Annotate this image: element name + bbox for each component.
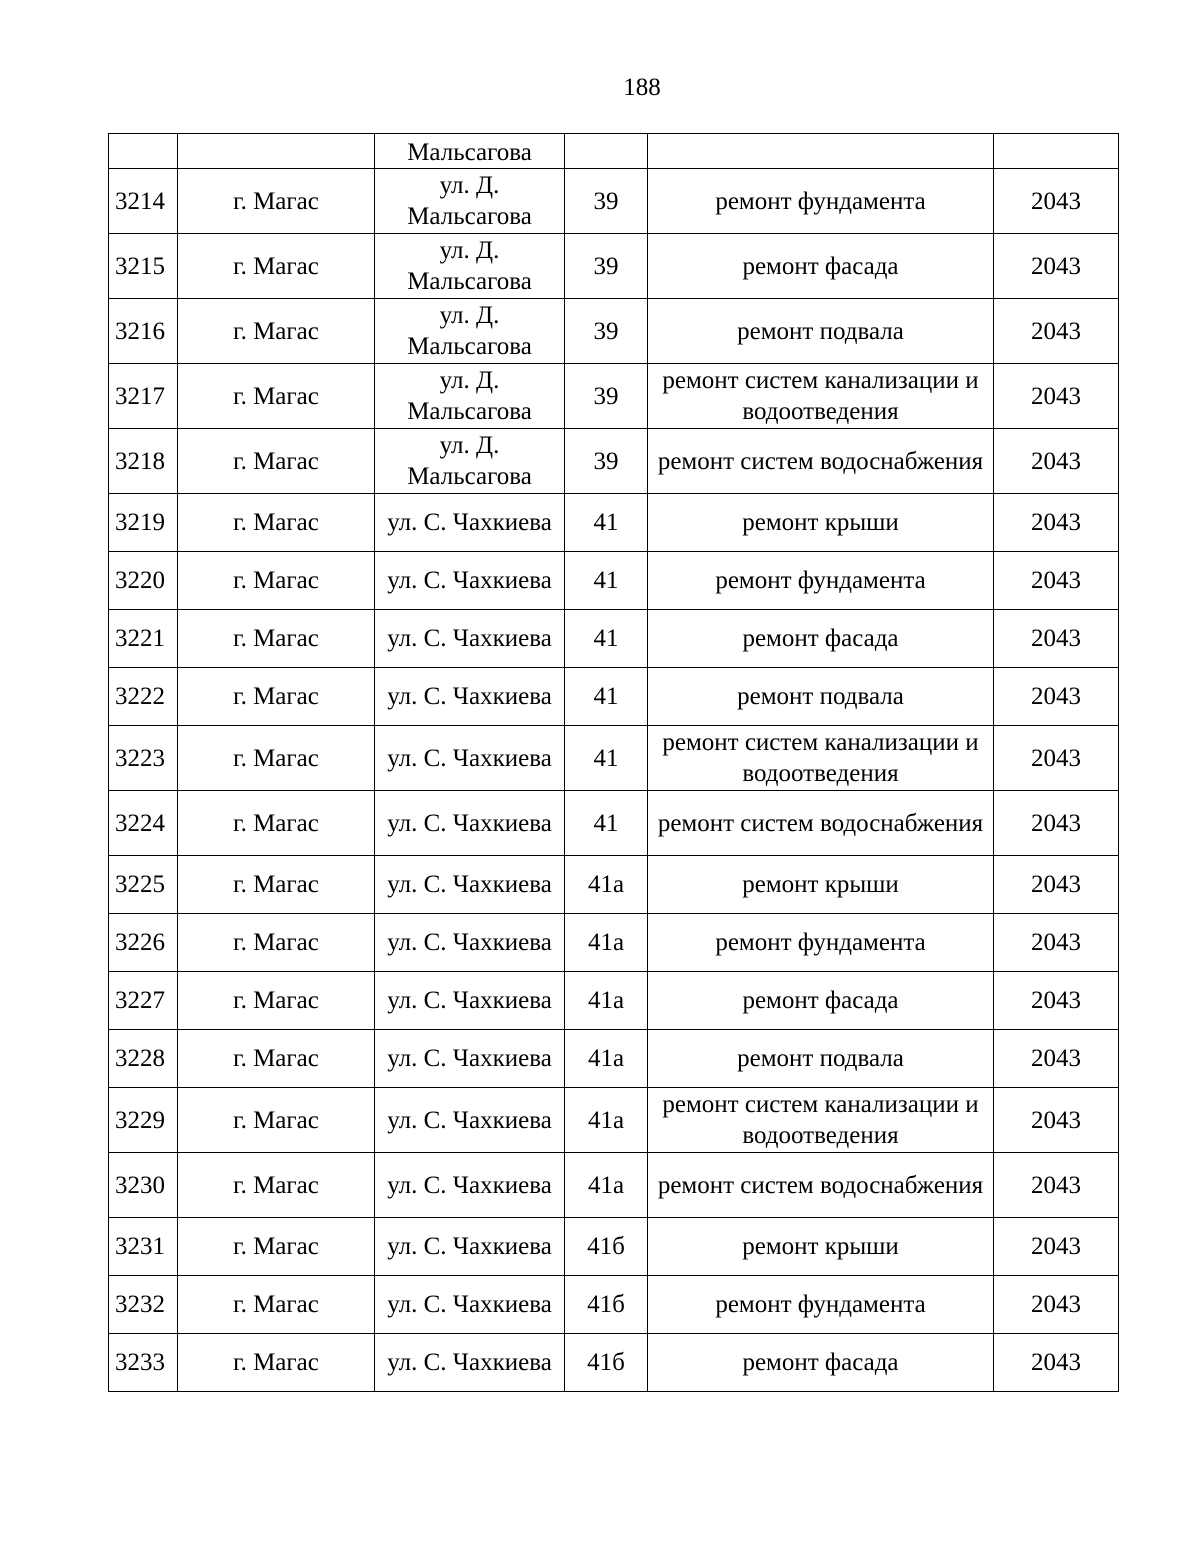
cell-work-type: ремонт фундамента — [648, 1276, 994, 1334]
cell-house: 39 — [565, 299, 648, 364]
table-row — [109, 1276, 1119, 1334]
cell-work-type: ремонт систем канализации и водоотведения — [648, 726, 994, 791]
cell-number — [109, 134, 178, 169]
cell-house: 41а — [565, 856, 648, 914]
table-row — [109, 429, 1119, 494]
cell-street: ул. С. Чахкиева — [375, 726, 565, 791]
cell-house: 39 — [565, 429, 648, 494]
cell-city: г. Магас — [178, 856, 375, 914]
cell-house — [565, 134, 648, 169]
cell-house: 39 — [565, 364, 648, 429]
cell-street: ул. Д. Мальсагова — [375, 364, 565, 429]
cell-number: 3221 — [109, 610, 178, 668]
cell-number: 3214 — [109, 169, 178, 234]
cell-number: 3218 — [109, 429, 178, 494]
cell-city: г. Магас — [178, 234, 375, 299]
cell-work-type — [648, 134, 994, 169]
cell-year: 2043 — [994, 610, 1119, 668]
cell-city: г. Магас — [178, 726, 375, 791]
cell-year: 2043 — [994, 169, 1119, 234]
cell-number: 3227 — [109, 972, 178, 1030]
cell-work-type: ремонт фасада — [648, 972, 994, 1030]
table-row — [109, 610, 1119, 668]
cell-house: 39 — [565, 234, 648, 299]
cell-work-type: ремонт систем водоснабжения — [648, 791, 994, 856]
cell-year: 2043 — [994, 1153, 1119, 1218]
cell-work-type: ремонт подвала — [648, 299, 994, 364]
cell-house: 41а — [565, 972, 648, 1030]
cell-house: 41а — [565, 1153, 648, 1218]
table-row — [109, 1334, 1119, 1392]
cell-number: 3231 — [109, 1218, 178, 1276]
cell-street: ул. Д. Мальсагова — [375, 234, 565, 299]
cell-year — [994, 134, 1119, 169]
table-row — [109, 856, 1119, 914]
cell-city: г. Магас — [178, 1153, 375, 1218]
cell-street: ул. С. Чахкиева — [375, 1153, 565, 1218]
cell-house: 41а — [565, 1030, 648, 1088]
cell-year: 2043 — [994, 1334, 1119, 1392]
cell-house: 41б — [565, 1334, 648, 1392]
cell-street: ул. С. Чахкиева — [375, 1276, 565, 1334]
cell-year: 2043 — [994, 299, 1119, 364]
cell-city: г. Магас — [178, 429, 375, 494]
cell-year: 2043 — [994, 552, 1119, 610]
cell-number: 3224 — [109, 791, 178, 856]
cell-street: Мальсагова — [375, 134, 565, 169]
cell-city: г. Магас — [178, 364, 375, 429]
cell-number: 3223 — [109, 726, 178, 791]
page-number: 188 — [623, 74, 661, 101]
cell-street: ул. С. Чахкиева — [375, 494, 565, 552]
cell-work-type: ремонт подвала — [648, 668, 994, 726]
cell-house: 41 — [565, 610, 648, 668]
cell-number: 3216 — [109, 299, 178, 364]
table-row — [109, 494, 1119, 552]
cell-number: 3222 — [109, 668, 178, 726]
cell-house: 41 — [565, 791, 648, 856]
cell-number: 3232 — [109, 1276, 178, 1334]
cell-year: 2043 — [994, 914, 1119, 972]
cell-city: г. Магас — [178, 1334, 375, 1392]
cell-year: 2043 — [994, 429, 1119, 494]
cell-year: 2043 — [994, 1088, 1119, 1153]
cell-city: г. Магас — [178, 914, 375, 972]
cell-city: г. Магас — [178, 1088, 375, 1153]
cell-street: ул. Д. Мальсагова — [375, 299, 565, 364]
cell-work-type: ремонт систем водоснабжения — [648, 429, 994, 494]
cell-number: 3217 — [109, 364, 178, 429]
cell-street: ул. С. Чахкиева — [375, 856, 565, 914]
cell-number: 3233 — [109, 1334, 178, 1392]
cell-house: 41а — [565, 914, 648, 972]
cell-city: г. Магас — [178, 1030, 375, 1088]
table-row — [109, 364, 1119, 429]
cell-street: ул. С. Чахкиева — [375, 668, 565, 726]
cell-work-type: ремонт фундамента — [648, 552, 994, 610]
table-row — [109, 1153, 1119, 1218]
cell-street: ул. Д. Мальсагова — [375, 429, 565, 494]
cell-work-type: ремонт крыши — [648, 1218, 994, 1276]
table-row — [109, 299, 1119, 364]
cell-year: 2043 — [994, 972, 1119, 1030]
cell-number: 3229 — [109, 1088, 178, 1153]
table-row — [109, 234, 1119, 299]
cell-year: 2043 — [994, 668, 1119, 726]
cell-city: г. Магас — [178, 169, 375, 234]
cell-city: г. Магас — [178, 1276, 375, 1334]
cell-year: 2043 — [994, 1218, 1119, 1276]
cell-number: 3220 — [109, 552, 178, 610]
cell-street: ул. С. Чахкиева — [375, 1218, 565, 1276]
cell-street: ул. С. Чахкиева — [375, 1088, 565, 1153]
cell-work-type: ремонт подвала — [648, 1030, 994, 1088]
cell-number: 3219 — [109, 494, 178, 552]
table-row — [109, 1218, 1119, 1276]
cell-city: г. Магас — [178, 791, 375, 856]
cell-city: г. Магас — [178, 610, 375, 668]
cell-number: 3225 — [109, 856, 178, 914]
cell-city: г. Магас — [178, 494, 375, 552]
cell-city: г. Магас — [178, 972, 375, 1030]
cell-number: 3215 — [109, 234, 178, 299]
cell-number: 3226 — [109, 914, 178, 972]
cell-street: ул. С. Чахкиева — [375, 972, 565, 1030]
cell-year: 2043 — [994, 1276, 1119, 1334]
cell-city: г. Магас — [178, 552, 375, 610]
table-body — [109, 134, 1119, 1392]
table-row — [109, 914, 1119, 972]
repair-schedule-table — [108, 133, 1119, 1392]
table-row — [109, 1030, 1119, 1088]
cell-city: г. Магас — [178, 668, 375, 726]
cell-city — [178, 134, 375, 169]
cell-house: 41б — [565, 1218, 648, 1276]
cell-year: 2043 — [994, 234, 1119, 299]
table-row — [109, 726, 1119, 791]
cell-street: ул. С. Чахкиева — [375, 552, 565, 610]
cell-street: ул. С. Чахкиева — [375, 610, 565, 668]
cell-work-type: ремонт систем канализации и водоотведения — [648, 364, 994, 429]
cell-house: 41а — [565, 1088, 648, 1153]
table-row — [109, 552, 1119, 610]
cell-work-type: ремонт фасада — [648, 610, 994, 668]
continuation-row — [109, 134, 1119, 169]
cell-street: ул. Д. Мальсагова — [375, 169, 565, 234]
cell-work-type: ремонт крыши — [648, 856, 994, 914]
cell-street: ул. С. Чахкиева — [375, 1334, 565, 1392]
table-row — [109, 169, 1119, 234]
cell-work-type: ремонт систем водоснабжения — [648, 1153, 994, 1218]
cell-year: 2043 — [994, 1030, 1119, 1088]
cell-city: г. Магас — [178, 1218, 375, 1276]
table-row — [109, 1088, 1119, 1153]
cell-house: 41 — [565, 668, 648, 726]
cell-number: 3230 — [109, 1153, 178, 1218]
cell-year: 2043 — [994, 791, 1119, 856]
cell-work-type: ремонт фундамента — [648, 914, 994, 972]
table-row — [109, 668, 1119, 726]
cell-number: 3228 — [109, 1030, 178, 1088]
cell-street: ул. С. Чахкиева — [375, 1030, 565, 1088]
cell-year: 2043 — [994, 726, 1119, 791]
cell-year: 2043 — [994, 364, 1119, 429]
cell-house: 39 — [565, 169, 648, 234]
cell-street: ул. С. Чахкиева — [375, 791, 565, 856]
table-row — [109, 791, 1119, 856]
cell-house: 41 — [565, 726, 648, 791]
cell-house: 41б — [565, 1276, 648, 1334]
cell-year: 2043 — [994, 856, 1119, 914]
cell-year: 2043 — [994, 494, 1119, 552]
cell-work-type: ремонт фасада — [648, 1334, 994, 1392]
cell-work-type: ремонт крыши — [648, 494, 994, 552]
cell-work-type: ремонт систем канализации и водоотведения — [648, 1088, 994, 1153]
cell-house: 41 — [565, 552, 648, 610]
cell-street: ул. С. Чахкиева — [375, 914, 565, 972]
cell-city: г. Магас — [178, 299, 375, 364]
cell-work-type: ремонт фасада — [648, 234, 994, 299]
cell-house: 41 — [565, 494, 648, 552]
table-row — [109, 972, 1119, 1030]
cell-work-type: ремонт фундамента — [648, 169, 994, 234]
